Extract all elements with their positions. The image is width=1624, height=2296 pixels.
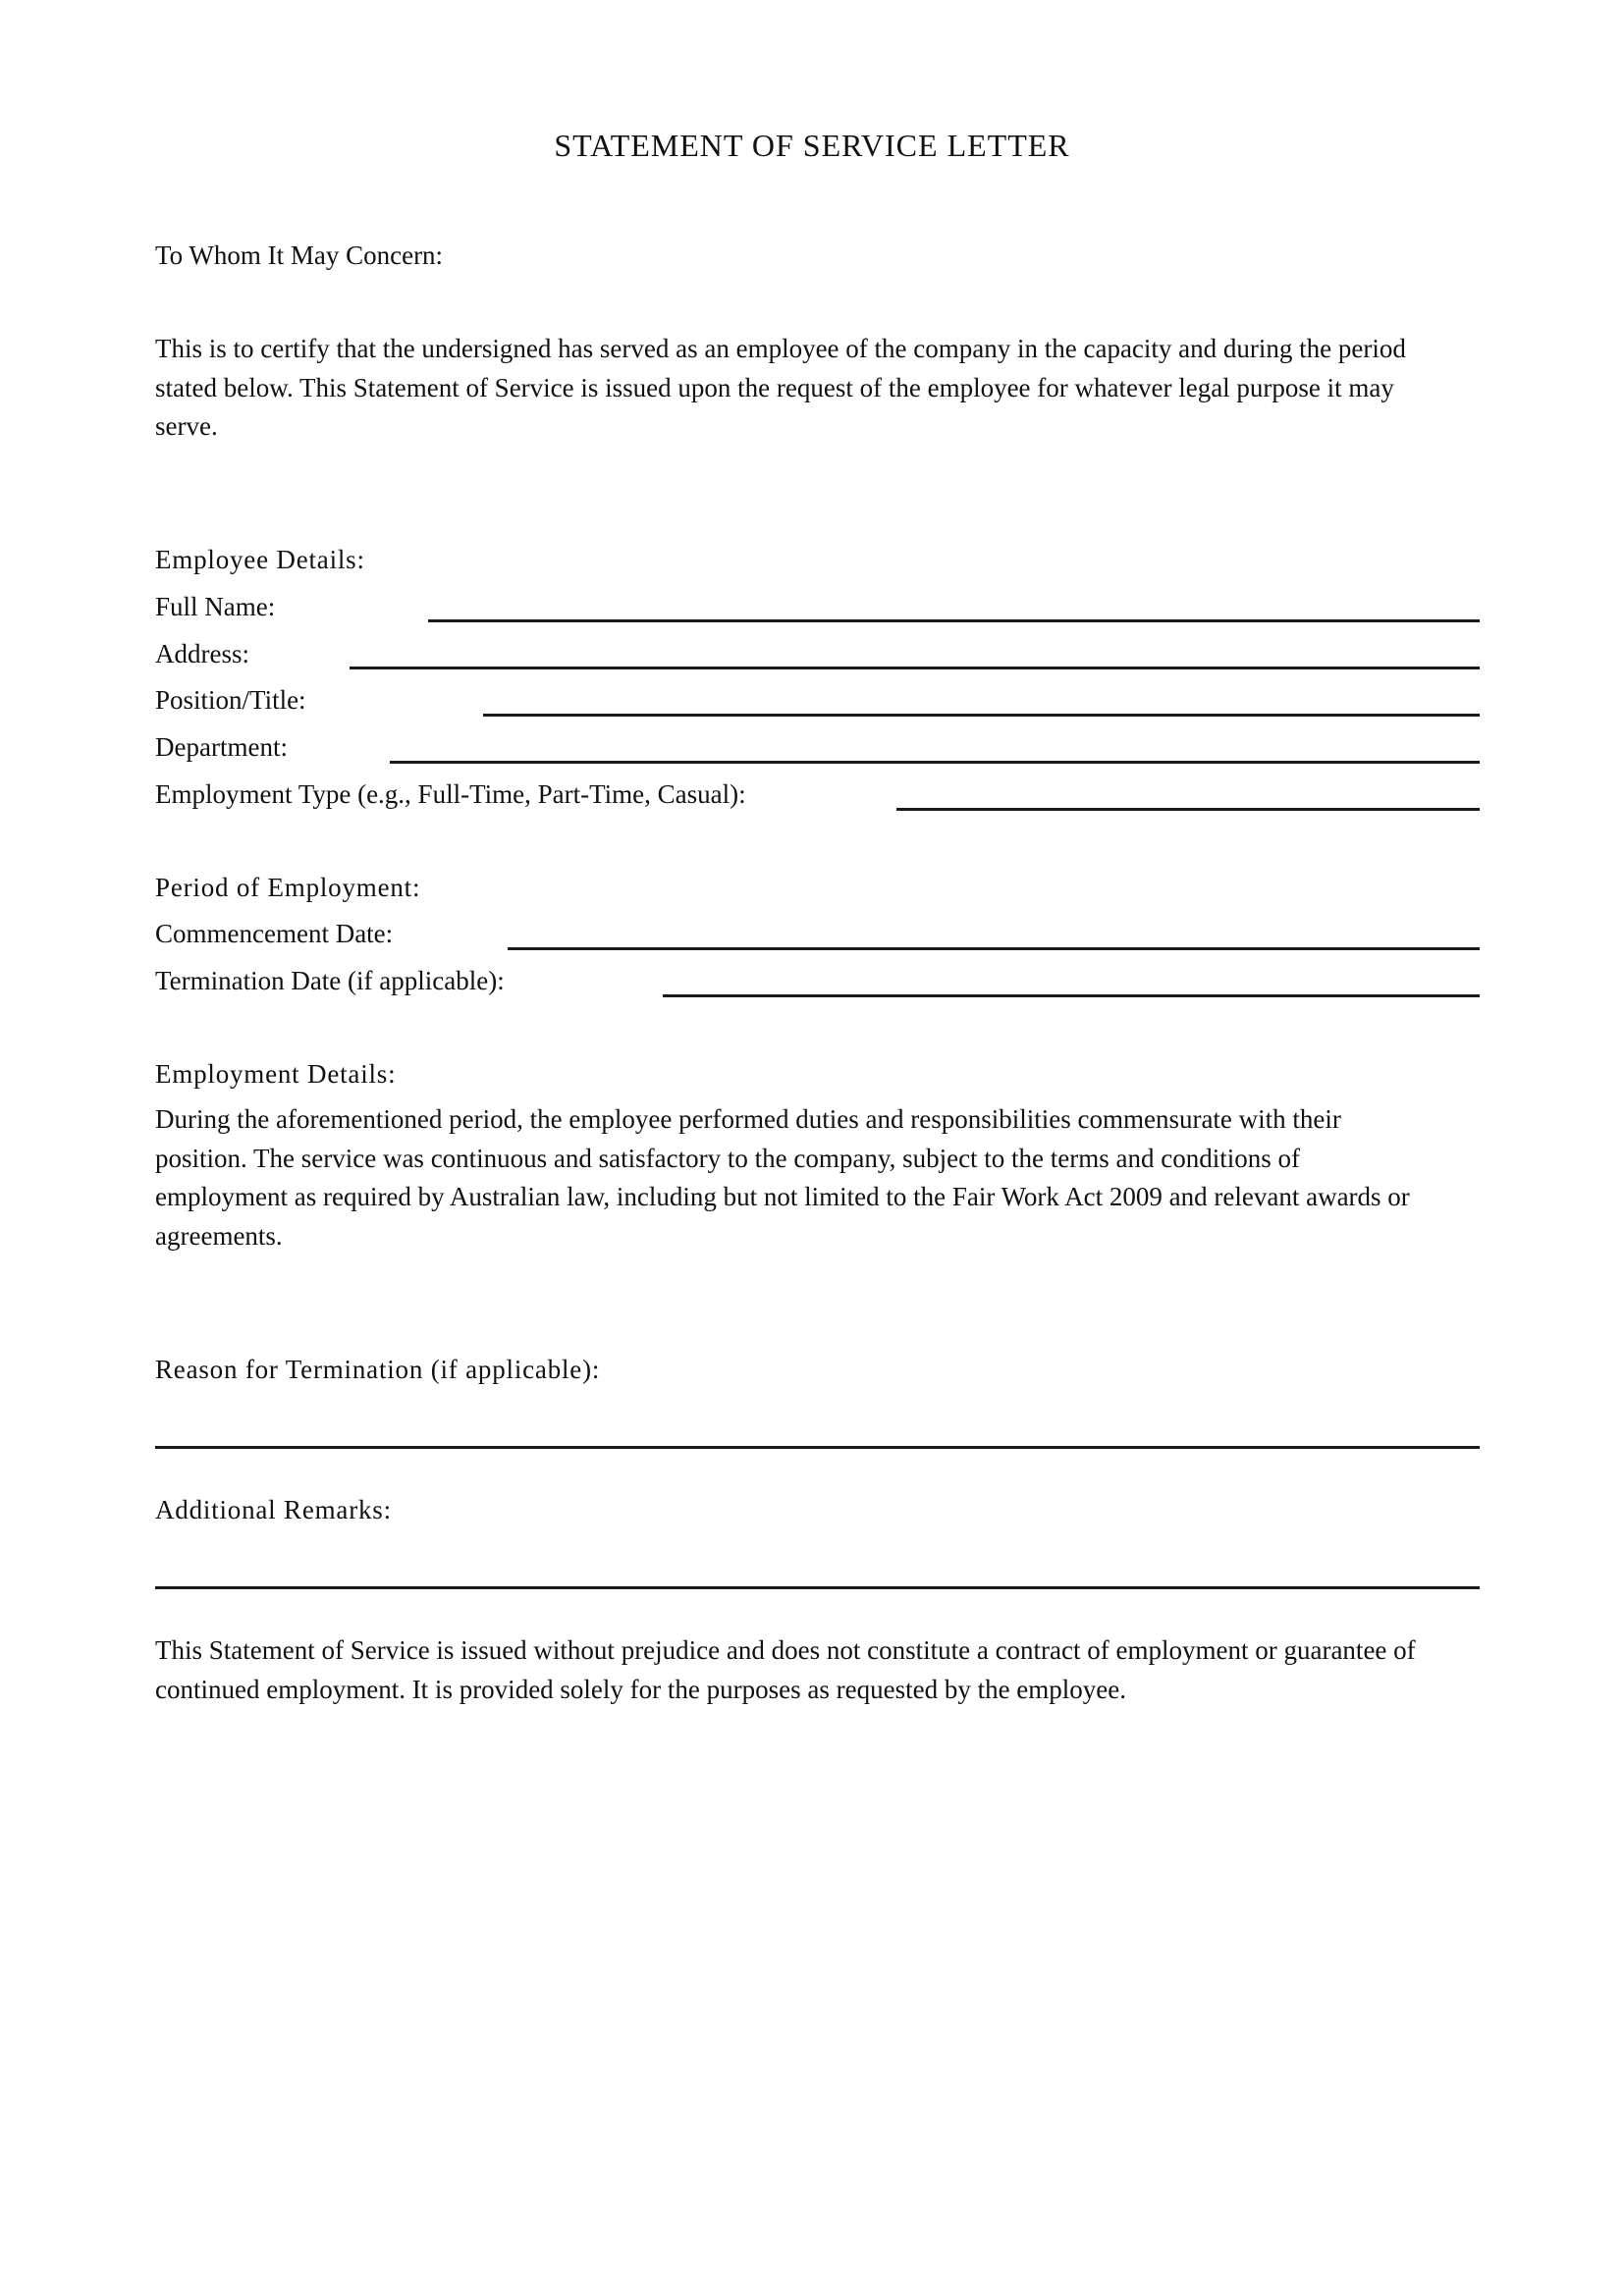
employment-details-line: employment as required by Australian law, including but not limited to the Fair Work Act 2009 and relevant awards or	[155, 1182, 1410, 1211]
salutation: To Whom It May Concern:	[155, 240, 444, 270]
position-label: Position/Title:	[155, 685, 306, 715]
closing-line: This Statement of Service is issued without prejudice and does not constitute a contract of employment or guarantee of	[155, 1635, 1416, 1665]
closing-paragraph	[155, 1631, 1481, 1709]
position-field[interactable]	[483, 714, 1480, 717]
termination-date-field[interactable]	[663, 994, 1480, 997]
employment-details-line: position. The service was continuous and satisfactory to the company, subject to the terms and conditions of	[155, 1143, 1300, 1173]
department-label: Department:	[155, 732, 288, 762]
employment-details-line: During the aforementioned period, the employee performed duties and responsibilities commensurate with their	[155, 1104, 1341, 1134]
employment-type-field[interactable]	[896, 808, 1480, 811]
intro-line: This is to certify that the undersigned has served as an employee of the company in the capacity and during the period	[155, 334, 1406, 363]
full-name-label: Full Name:	[155, 592, 276, 621]
address-field[interactable]	[350, 667, 1480, 669]
employment-details-heading: Employment Details:	[155, 1059, 397, 1089]
additional-remarks-heading: Additional Remarks:	[155, 1495, 392, 1524]
termination-reason-heading: Reason for Termination (if applicable):	[155, 1355, 601, 1384]
document-title: STATEMENT OF SERVICE LETTER	[554, 128, 1070, 163]
employment-details-paragraph	[155, 1100, 1481, 1255]
termination-date-label: Termination Date (if applicable):	[155, 966, 505, 995]
intro-line: stated below. This Statement of Service is issued upon the request of the employee for whatever legal purpose it may	[155, 372, 1394, 402]
employment-details-line: agreements.	[155, 1220, 283, 1251]
employment-type-label: Employment Type (e.g., Full-Time, Part-Time, Casual):	[155, 779, 746, 809]
employee-details-heading: Employee Details:	[155, 545, 365, 574]
address-label: Address:	[155, 639, 249, 668]
full-name-field[interactable]	[428, 619, 1480, 622]
department-field[interactable]	[390, 761, 1480, 764]
termination-reason-field[interactable]	[155, 1446, 1480, 1449]
intro-line: serve.	[155, 411, 218, 441]
commencement-date-label: Commencement Date:	[155, 919, 394, 948]
commencement-date-field[interactable]	[508, 947, 1480, 950]
period-heading: Period of Employment:	[155, 873, 421, 902]
closing-line: continued employment. It is provided solely for the purposes as requested by the employee.	[155, 1674, 1127, 1704]
additional-remarks-field[interactable]	[155, 1586, 1480, 1589]
intro-paragraph	[155, 330, 1481, 447]
